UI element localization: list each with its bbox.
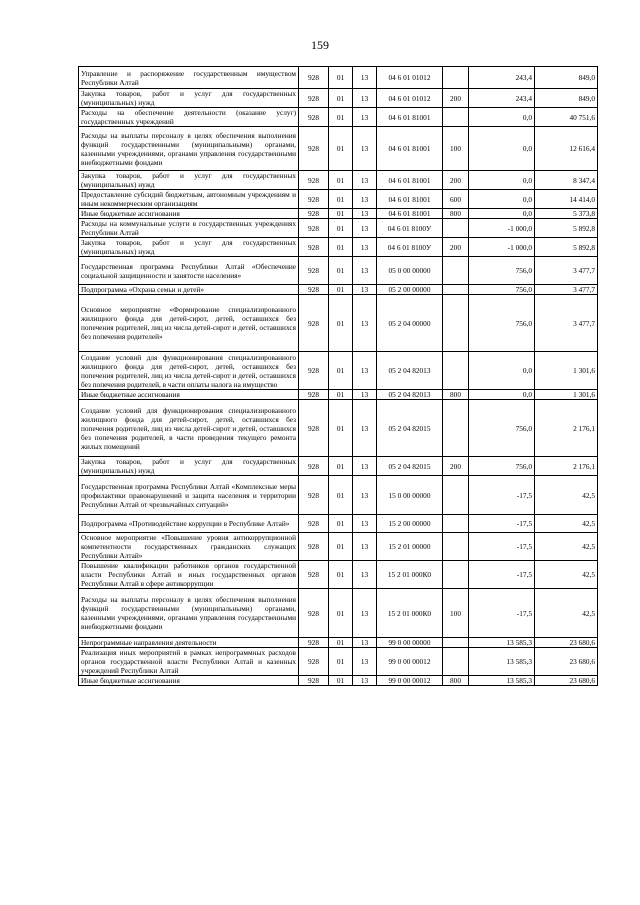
row-section-code: 01	[329, 476, 353, 515]
row-grbs-code: 928	[299, 67, 329, 89]
table-row	[79, 533, 598, 561]
row-amount-change: 0,0	[469, 209, 535, 219]
row-amount-change: 0,0	[469, 108, 535, 127]
row-amount-total: 5 892,8	[535, 219, 598, 238]
row-expense-type: 200	[443, 89, 469, 108]
row-subsection-code: 13	[353, 638, 377, 648]
row-subsection-code: 13	[353, 515, 377, 533]
table-row	[79, 476, 598, 515]
row-amount-change: 756,0	[469, 400, 535, 457]
row-grbs-code: 928	[299, 476, 329, 515]
row-amount-change: 756,0	[469, 457, 535, 476]
table-row	[79, 638, 598, 648]
table-row	[79, 648, 598, 676]
row-amount-change: 0,0	[469, 171, 535, 190]
row-grbs-code: 928	[299, 457, 329, 476]
row-subsection-code: 13	[353, 127, 377, 171]
row-subsection-code: 13	[353, 295, 377, 352]
row-expense-type	[443, 219, 469, 238]
row-subsection-code: 13	[353, 648, 377, 676]
row-expense-type: 800	[443, 390, 469, 400]
row-amount-total: 23 680,6	[535, 638, 598, 648]
row-name: Иные бюджетные ассигнования	[79, 209, 299, 219]
row-section-code: 01	[329, 257, 353, 285]
row-name: Основное мероприятие «Повышение уровня антикоррупционной компетентности государственных гражданских служащих Республики Алтай»	[79, 533, 299, 561]
row-expense-type	[443, 352, 469, 390]
row-amount-total: 2 176,1	[535, 457, 598, 476]
table-row	[79, 89, 598, 108]
row-name: Непрограммные направления деятельности	[79, 638, 299, 648]
row-expense-type: 200	[443, 171, 469, 190]
row-amount-total: 8 347,4	[535, 171, 598, 190]
row-target-article: 05 0 00 00000	[377, 257, 443, 285]
row-target-article: 15 2 01 00000	[377, 533, 443, 561]
row-name: Создание условий для функционирования специализированного жилищного фонда для детей-сирот, детей, оставшихся без попечения родителей, лиц из числа детей-сирот и детей, оставшихся без попечения родителей, в части оплаты налога на имущество	[79, 352, 299, 390]
row-expense-type: 100	[443, 127, 469, 171]
row-amount-change: 756,0	[469, 295, 535, 352]
row-grbs-code: 928	[299, 219, 329, 238]
row-subsection-code: 13	[353, 108, 377, 127]
row-target-article: 04 6 01 8100У	[377, 219, 443, 238]
row-section-code: 01	[329, 352, 353, 390]
row-amount-change: -17,5	[469, 561, 535, 589]
table-row	[79, 285, 598, 295]
row-section-code: 01	[329, 219, 353, 238]
row-subsection-code: 13	[353, 589, 377, 638]
table-row	[79, 676, 598, 686]
row-target-article: 15 0 00 00000	[377, 476, 443, 515]
row-expense-type	[443, 108, 469, 127]
row-subsection-code: 13	[353, 352, 377, 390]
row-expense-type: 800	[443, 209, 469, 219]
row-target-article: 99 0 00 00012	[377, 676, 443, 686]
row-name: Закупка товаров, работ и услуг для государственных (муниципальных) нужд	[79, 89, 299, 108]
row-expense-type: 100	[443, 589, 469, 638]
row-amount-total: 14 414,0	[535, 190, 598, 209]
row-expense-type	[443, 257, 469, 285]
row-amount-change: 0,0	[469, 190, 535, 209]
row-amount-change: -1 000,0	[469, 219, 535, 238]
row-name: Расходы на выплаты персоналу в целях обеспечения выполнения функций государственными (муниципальными) органами, казенными учреждениями, органами управления государственными внебюджетными фондами	[79, 127, 299, 171]
row-subsection-code: 13	[353, 209, 377, 219]
table-row	[79, 127, 598, 171]
row-section-code: 01	[329, 400, 353, 457]
row-grbs-code: 928	[299, 390, 329, 400]
row-amount-total: 5 892,8	[535, 238, 598, 257]
row-target-article: 05 2 04 82013	[377, 352, 443, 390]
row-expense-type	[443, 638, 469, 648]
row-name: Иные бюджетные ассигнования	[79, 676, 299, 686]
row-subsection-code: 13	[353, 457, 377, 476]
row-subsection-code: 13	[353, 219, 377, 238]
row-amount-change: 756,0	[469, 285, 535, 295]
table-row	[79, 589, 598, 638]
row-subsection-code: 13	[353, 285, 377, 295]
row-target-article: 04 6 01 81001	[377, 190, 443, 209]
row-target-article: 04 6 01 81001	[377, 127, 443, 171]
row-amount-total: 23 680,6	[535, 648, 598, 676]
row-target-article: 05 2 00 00000	[377, 285, 443, 295]
row-grbs-code: 928	[299, 127, 329, 171]
row-expense-type: 200	[443, 457, 469, 476]
table-row	[79, 390, 598, 400]
row-section-code: 01	[329, 295, 353, 352]
row-amount-change: 243,4	[469, 67, 535, 89]
row-grbs-code: 928	[299, 648, 329, 676]
row-expense-type	[443, 476, 469, 515]
table-row	[79, 190, 598, 209]
row-grbs-code: 928	[299, 171, 329, 190]
page-number: 159	[311, 38, 329, 52]
row-subsection-code: 13	[353, 533, 377, 561]
table-row	[79, 67, 598, 89]
row-section-code: 01	[329, 390, 353, 400]
row-amount-change: 0,0	[469, 127, 535, 171]
budget-table	[78, 66, 598, 686]
row-name: Реализация иных мероприятий в рамках непрограммных расходов органов государственной власти Республики Алтай и казенных учреждений Республики Алтай	[79, 648, 299, 676]
row-subsection-code: 13	[353, 390, 377, 400]
row-expense-type	[443, 515, 469, 533]
row-section-code: 01	[329, 533, 353, 561]
row-section-code: 01	[329, 648, 353, 676]
row-expense-type: 800	[443, 676, 469, 686]
row-grbs-code: 928	[299, 295, 329, 352]
row-grbs-code: 928	[299, 89, 329, 108]
row-amount-total: 1 301,6	[535, 390, 598, 400]
table-row	[79, 352, 598, 390]
row-section-code: 01	[329, 515, 353, 533]
row-target-article: 99 0 00 00000	[377, 638, 443, 648]
row-name: Закупка товаров, работ и услуг для государственных (муниципальных) нужд	[79, 238, 299, 257]
row-target-article: 05 2 04 00000	[377, 295, 443, 352]
row-expense-type	[443, 285, 469, 295]
row-expense-type: 600	[443, 190, 469, 209]
row-amount-total: 3 477,7	[535, 257, 598, 285]
row-name: Закупка товаров, работ и услуг для государственных (муниципальных) нужд	[79, 171, 299, 190]
row-expense-type: 200	[443, 238, 469, 257]
row-name: Государственная программа Республики Алтай «Комплексные меры профилактики правонарушений и защита населения и территории Республики Алтай от чрезвычайных ситуаций»	[79, 476, 299, 515]
row-target-article: 15 2 01 000К0	[377, 589, 443, 638]
row-amount-total: 1 301,6	[535, 352, 598, 390]
row-subsection-code: 13	[353, 561, 377, 589]
row-name: Расходы на выплаты персоналу в целях обеспечения выполнения функций государственными (муниципальными) органами, казенными учреждениями, органами управления государственными внебюджетными фондами	[79, 589, 299, 638]
row-amount-total: 849,0	[535, 89, 598, 108]
row-amount-change: -17,5	[469, 476, 535, 515]
row-target-article: 04 6 01 01012	[377, 89, 443, 108]
row-grbs-code: 928	[299, 190, 329, 209]
row-name: Основное мероприятие «Формирование специализированного жилищного фонда для детей-сирот, детей, оставшихся без попечения родителей, лиц из числа детей-сирот и детей, оставшихся без попечения родителей»	[79, 295, 299, 352]
row-amount-total: 5 373,8	[535, 209, 598, 219]
row-amount-total: 40 751,6	[535, 108, 598, 127]
row-grbs-code: 928	[299, 515, 329, 533]
row-name: Управление и распоряжение государственным имуществом Республики Алтай	[79, 67, 299, 89]
table-row	[79, 108, 598, 127]
table-row	[79, 457, 598, 476]
table-row	[79, 257, 598, 285]
row-section-code: 01	[329, 67, 353, 89]
row-section-code: 01	[329, 127, 353, 171]
row-name: Подпрограмма «Охрана семьи и детей»	[79, 285, 299, 295]
row-name: Государственная программа Республики Алтай «Обеспечение социальной защищенности и занятости населения»	[79, 257, 299, 285]
row-section-code: 01	[329, 561, 353, 589]
row-name: Расходы на обеспечение деятельности (оказание услуг) государственных учреждений	[79, 108, 299, 127]
row-grbs-code: 928	[299, 589, 329, 638]
row-amount-change: 0,0	[469, 352, 535, 390]
row-name: Предоставление субсидий бюджетным, автономным учреждениям и иным некоммерческим организациям	[79, 190, 299, 209]
row-subsection-code: 13	[353, 257, 377, 285]
row-expense-type	[443, 67, 469, 89]
row-name: Закупка товаров, работ и услуг для государственных (муниципальных) нужд	[79, 457, 299, 476]
row-amount-change: 13 585,3	[469, 638, 535, 648]
row-amount-total: 42,5	[535, 561, 598, 589]
row-grbs-code: 928	[299, 238, 329, 257]
row-section-code: 01	[329, 589, 353, 638]
row-grbs-code: 928	[299, 108, 329, 127]
row-target-article: 04 6 01 8100У	[377, 238, 443, 257]
row-amount-total: 12 616,4	[535, 127, 598, 171]
row-amount-change: -17,5	[469, 515, 535, 533]
row-subsection-code: 13	[353, 171, 377, 190]
row-grbs-code: 928	[299, 257, 329, 285]
table-row	[79, 295, 598, 352]
row-amount-change: 756,0	[469, 257, 535, 285]
row-grbs-code: 928	[299, 676, 329, 686]
row-subsection-code: 13	[353, 238, 377, 257]
row-amount-change: -17,5	[469, 589, 535, 638]
row-subsection-code: 13	[353, 190, 377, 209]
row-section-code: 01	[329, 209, 353, 219]
row-amount-total: 3 477,7	[535, 295, 598, 352]
row-expense-type	[443, 561, 469, 589]
row-section-code: 01	[329, 676, 353, 686]
table-row	[79, 515, 598, 533]
row-amount-total: 3 477,7	[535, 285, 598, 295]
row-amount-change: -17,5	[469, 533, 535, 561]
row-target-article: 15 2 01 000К0	[377, 561, 443, 589]
row-section-code: 01	[329, 638, 353, 648]
row-amount-total: 42,5	[535, 533, 598, 561]
row-amount-total: 849,0	[535, 67, 598, 89]
row-name: Иные бюджетные ассигнования	[79, 390, 299, 400]
table-row	[79, 219, 598, 238]
row-expense-type	[443, 533, 469, 561]
row-expense-type	[443, 400, 469, 457]
row-target-article: 05 2 04 82015	[377, 400, 443, 457]
row-target-article: 04 6 01 81001	[377, 108, 443, 127]
row-amount-change: -1 000,0	[469, 238, 535, 257]
row-name: Создание условий для функционирования специализированного жилищного фонда для детей-сирот, детей, оставшихся без попечения родителей, лиц из числа детей-сирот и детей, оставшихся без попечения родителей, в части проведения текущего ремонта жилых помещений	[79, 400, 299, 457]
row-amount-change: 243,4	[469, 89, 535, 108]
row-amount-change: 13 585,3	[469, 676, 535, 686]
row-amount-total: 42,5	[535, 589, 598, 638]
row-grbs-code: 928	[299, 638, 329, 648]
row-target-article: 05 2 04 82015	[377, 457, 443, 476]
row-amount-total: 42,5	[535, 515, 598, 533]
row-grbs-code: 928	[299, 209, 329, 219]
row-grbs-code: 928	[299, 352, 329, 390]
table-row	[79, 400, 598, 457]
row-subsection-code: 13	[353, 400, 377, 457]
row-target-article: 05 2 04 82013	[377, 390, 443, 400]
row-amount-change: 13 585,3	[469, 648, 535, 676]
row-subsection-code: 13	[353, 67, 377, 89]
row-section-code: 01	[329, 457, 353, 476]
row-grbs-code: 928	[299, 400, 329, 457]
row-grbs-code: 928	[299, 533, 329, 561]
row-section-code: 01	[329, 171, 353, 190]
table-row	[79, 561, 598, 589]
table-row	[79, 171, 598, 190]
row-grbs-code: 928	[299, 285, 329, 295]
row-expense-type	[443, 295, 469, 352]
row-expense-type	[443, 648, 469, 676]
row-target-article: 04 6 01 81001	[377, 209, 443, 219]
row-amount-total: 42,5	[535, 476, 598, 515]
row-amount-total: 23 680,6	[535, 676, 598, 686]
row-section-code: 01	[329, 238, 353, 257]
row-amount-change: 0,0	[469, 390, 535, 400]
row-section-code: 01	[329, 108, 353, 127]
row-subsection-code: 13	[353, 476, 377, 515]
row-subsection-code: 13	[353, 89, 377, 108]
row-name: Расходы на коммунальные услуги в государственных учреждениях Республики Алтай	[79, 219, 299, 238]
row-subsection-code: 13	[353, 676, 377, 686]
row-target-article: 15 2 00 00000	[377, 515, 443, 533]
row-target-article: 99 0 00 00012	[377, 648, 443, 676]
row-section-code: 01	[329, 89, 353, 108]
row-grbs-code: 928	[299, 561, 329, 589]
table-row	[79, 209, 598, 219]
row-section-code: 01	[329, 285, 353, 295]
row-amount-total: 2 176,1	[535, 400, 598, 457]
row-name: Повышение квалификации работников органов государственной власти Республики Алтай и иных государственных органов Республики Алтай в сфере антикоррупции	[79, 561, 299, 589]
row-target-article: 04 6 01 81001	[377, 171, 443, 190]
row-target-article: 04 6 01 01012	[377, 67, 443, 89]
row-name: Подпрограмма «Противодействие коррупции в Республике Алтай»	[79, 515, 299, 533]
row-section-code: 01	[329, 190, 353, 209]
table-row	[79, 238, 598, 257]
